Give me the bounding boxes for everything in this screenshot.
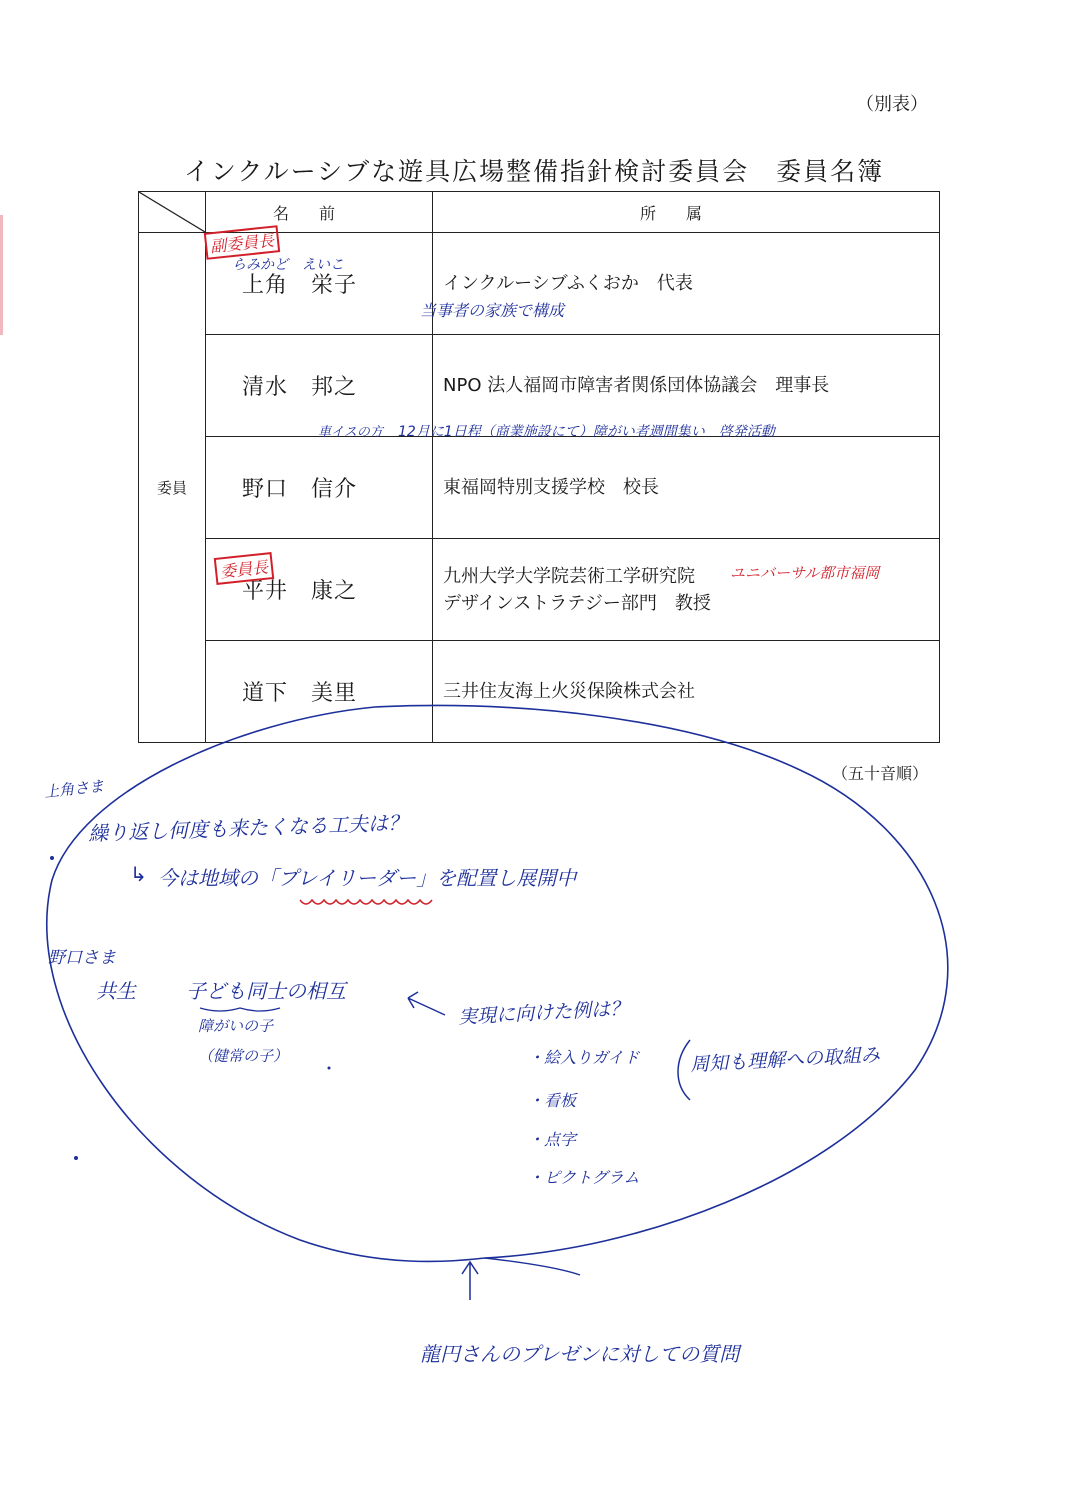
chair-stamp: 委員長: [214, 552, 275, 585]
question-2-a: 共生: [96, 979, 136, 1003]
question-label-1: 上角さま: [43, 776, 105, 802]
question-2-b: 子ども同士の相互: [186, 979, 346, 1003]
list-item: ・絵入りガイド: [528, 1048, 640, 1067]
vice-chair-stamp: 副委員長: [204, 225, 280, 260]
header-affiliation: 所属: [433, 192, 940, 233]
member-name: 平井 康之: [206, 539, 433, 641]
question-label-2: 野口さま: [48, 948, 116, 968]
bottom-note: 龍円さんのプレゼンに対しての質問: [420, 1342, 740, 1366]
list-item: ・点字: [528, 1130, 577, 1149]
member-affiliation: インクルーシブふくおか 代表: [433, 233, 940, 335]
member-name: 清水 邦之: [206, 335, 433, 437]
note-family: 当事者の家族で構成: [420, 301, 565, 320]
category-cell: 委員: [139, 233, 206, 743]
note-event: 12月に1日程（商業施設にて）障がい者週間集い 啓発活動: [398, 424, 775, 440]
document-title: インクルーシブな遊具広場整備指針検討委員会 委員名簿: [183, 157, 885, 186]
question-3: 実現に向けた例は？: [457, 997, 630, 1029]
member-name: 上角 栄子: [206, 233, 433, 335]
list-item: ・看板: [528, 1091, 577, 1110]
member-name: 野口 信介: [206, 437, 433, 539]
member-affiliation: NPO 法人福岡市障害者関係団体協議会 理事長: [433, 335, 940, 437]
circle-tail: [485, 1258, 580, 1275]
order-note: （五十音順）: [831, 764, 928, 783]
note-universal-city: ユニバーサル都市福岡: [730, 564, 880, 582]
list-item: ・ピクトグラム: [528, 1168, 640, 1187]
curly-brace: [200, 1008, 280, 1011]
member-name: 道下 美里: [206, 641, 433, 743]
note-wheelchair: 車イスの方: [318, 425, 383, 440]
answer-1-arrow: ↳: [130, 862, 147, 886]
dot: [328, 1067, 331, 1070]
question-2-sub-1: 障がいの子: [198, 1017, 274, 1035]
member-affiliation: 三井住友海上火災保険株式会社: [433, 641, 940, 743]
document-tag: （別表）: [856, 94, 928, 115]
enclosing-circle: [47, 706, 948, 1262]
dot: [74, 1156, 78, 1160]
furigana-note: らみかど えいこ: [232, 257, 344, 273]
dot: [50, 856, 54, 860]
up-arrow: [462, 1262, 478, 1300]
left-arrow: [408, 992, 445, 1015]
squiggle-underline: [300, 900, 432, 904]
member-affiliation: 九州大学大学院芸術工学研究院 デザインストラテジー部門 教授: [433, 539, 940, 641]
member-affiliation: 東福岡特別支援学校 校長: [433, 437, 940, 539]
header-name: 名前: [206, 192, 433, 233]
list-note: 周知も理解への取組み: [689, 1044, 881, 1076]
bracket: [678, 1040, 690, 1100]
answer-1: 今は地域の「プレイリーダー」を配置し展開中: [158, 866, 577, 890]
question-1: 繰り返し何度も来たくなる工夫は？: [87, 810, 409, 846]
question-2-sub-2: （健常の子）: [198, 1047, 289, 1065]
